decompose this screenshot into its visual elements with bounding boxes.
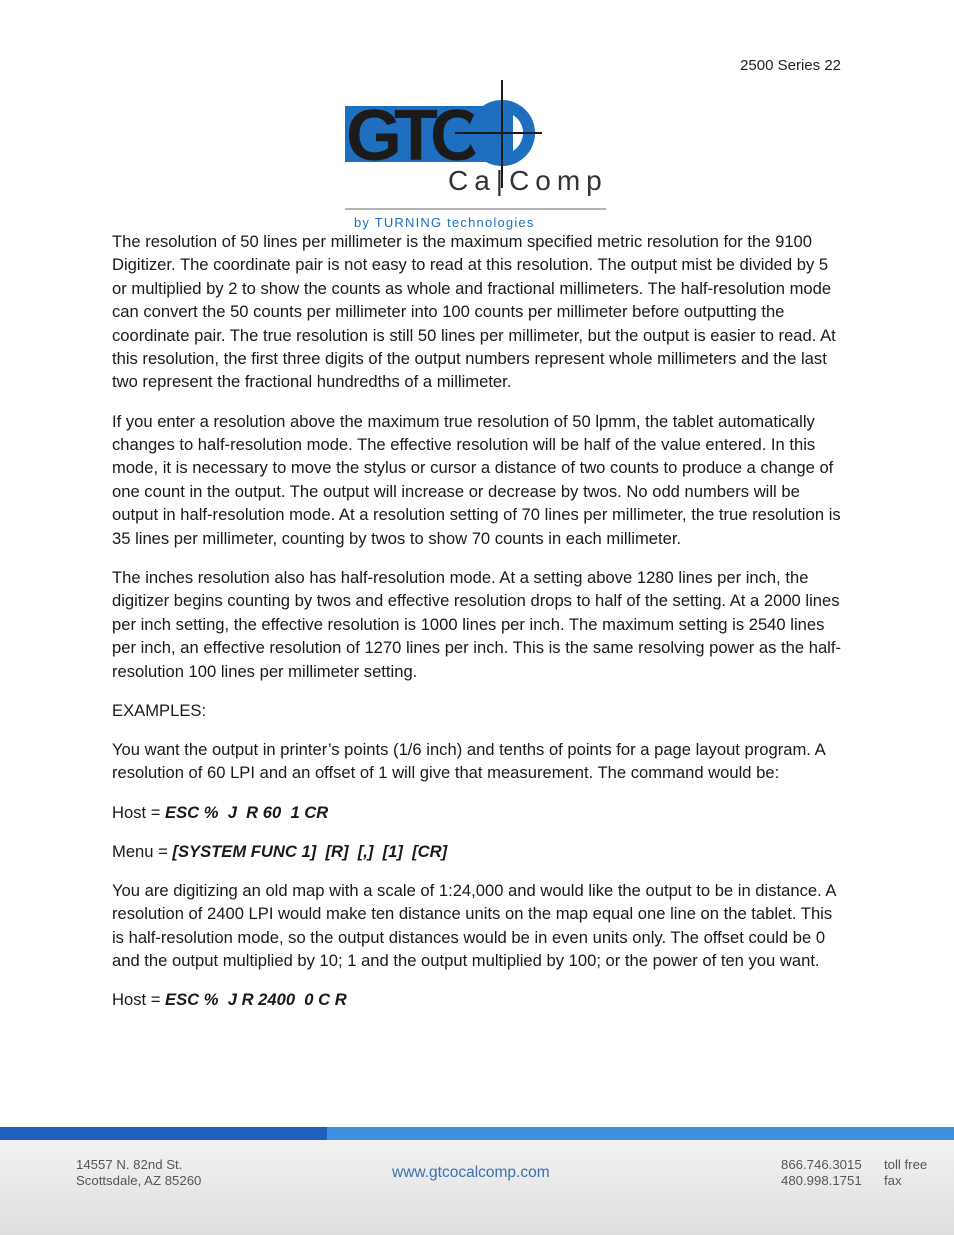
footer-bar-light: [327, 1127, 954, 1140]
host-label: Host =: [112, 990, 166, 1010]
host-command-1: [112, 801, 847, 824]
menu-label: Menu =: [112, 841, 173, 861]
paragraph-half-resolution-mode: If you enter a resolution above the maximum true resolution of 50 lpmm, the tablet automatically changes to half-resolution mode. The effective resolution will be half of the value entered. In this mode, it is necessary to move the stylus or cursor a distance of two counts to produce a change of one count in the output. The output will increase or decrease by twos. No odd numbers will be output in half-resolution mode. At a resolution setting of 70 lines per millimeter, the true resolution is 35 lines per millimeter, counting by twos to show 70 counts in each millimeter.: [112, 411, 841, 548]
host-command-value: ESC % J R 60 1 CR: [165, 802, 329, 822]
host-label: Host =: [112, 802, 166, 822]
menu-command-1: [112, 840, 847, 863]
footer-color-bar: [0, 1127, 954, 1140]
phone-toll-free: 866.746.3015: [781, 1157, 862, 1172]
paragraph-inches-resolution: The inches resolution also has half-resolution mode. At a setting above 1280 lines per inch, the digitizer begins counting by twos and effective resolution drops to half of the setting. At a 2000 lines per inch setting, the effective resolution is 1000 lines per inch. The maximum setting is 2540 lines per inch, an effective resolution of 1270 lines per inch. This is the same resolving power as the half-resolution 100 lines per millimeter setting.: [112, 567, 841, 681]
paragraph-map-digitizing: You are digitizing an old map with a scale of 1:24,000 and would like the output to be in distance. A resolution of 2400 LPI would make ten distance units on the map equal one line on the tablet. This is half-resolution mode, so the output distances would be in even units only. The offset could be 0 and the output multiplied by 10; 1 and the output multiplied by 100; or the power of ten you want.: [112, 880, 836, 971]
footer-phone-labels: [884, 1157, 927, 1189]
examples-heading: EXAMPLES:: [112, 700, 207, 720]
footer-phone-numbers: [781, 1157, 862, 1189]
footer: [0, 1140, 954, 1235]
menu-command-value: [SYSTEM FUNC 1] [R] [,] [1] [CR]: [172, 841, 448, 861]
toll-free-label: toll free: [884, 1157, 928, 1172]
paragraph-metric-resolution: The resolution of 50 lines per millimeter is the maximum specified metric resolution for the 9100 Digitizer. The coordinate pair is not easy to read at this resolution. The output mist be divided by 5 or multiplied by 2 to show the counts as whole and fractional millimeters. The half-resolution mode can convert the 50 counts per millimeter into 100 counts per millimeter before outputting the coordinate pair. The true resolution is still 50 lines per millimeter, but the output is easier to read. At this resolution, the first three digits of the output numbers represent whole millimeters and the last two represent the fractional hundredths of a millimeter.: [112, 232, 836, 392]
fax-label: fax: [884, 1173, 902, 1188]
logo-tagline: by TURNING technologies: [354, 215, 535, 230]
paragraph-printers-points: You want the output in printer’s points (1/6 inch) and tenths of points for a page layout program. A resolution of 60 LPI and an offset of 1 will give that measurement. The command would be:: [112, 739, 825, 783]
logo-letters: GTC: [346, 96, 474, 176]
address-line-1: 14557 N. 82nd St.: [76, 1157, 183, 1172]
page-number: 2500 Series 22: [740, 57, 841, 74]
address-line-2: Scottsdale, AZ 85260: [76, 1173, 202, 1188]
gtco-calcomp-logo: [342, 78, 617, 230]
logo-calcomp: Ca|Comp: [448, 165, 608, 196]
footer-address: [76, 1157, 201, 1189]
footer-bar-dark: [0, 1127, 327, 1140]
host-command-value: ESC % J R 2400 0 C R: [165, 990, 347, 1010]
footer-website-link[interactable]: www.gtcocalcomp.com: [392, 1164, 550, 1181]
host-command-2: [112, 988, 847, 1011]
phone-fax: 480.998.1751: [781, 1173, 862, 1188]
document-body: [112, 230, 847, 1028]
